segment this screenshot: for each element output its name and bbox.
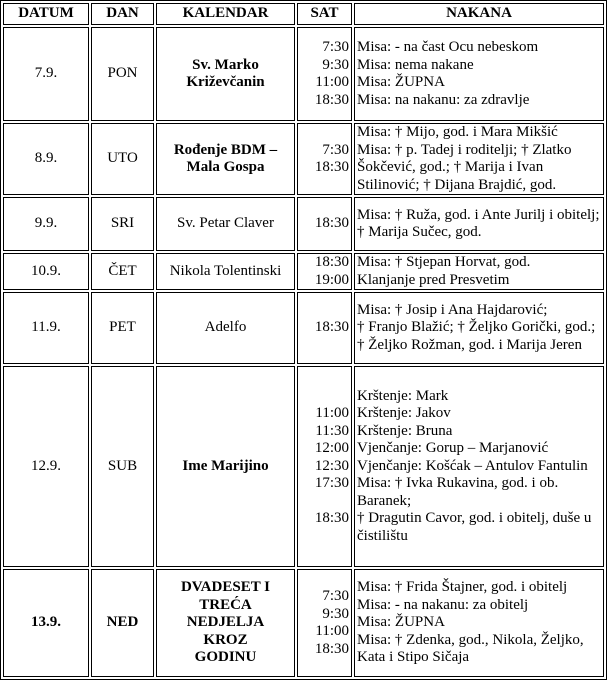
- time: 11:00: [315, 405, 349, 422]
- intention: Misa: ŽUPNA: [357, 74, 445, 90]
- intention-cell: [354, 123, 604, 195]
- intention: Krštenje: Bruna: [357, 422, 453, 439]
- time: 18:30: [314, 159, 349, 175]
- intention: Misa: † Zdenka, god., Nikola, Željko, Kata i Stipo Sičaja: [357, 631, 584, 666]
- header-sat: SAT: [297, 3, 352, 25]
- date-cell: 9.9.: [3, 197, 89, 251]
- time: 7:30: [322, 141, 349, 158]
- header-nakana: NAKANA: [354, 3, 604, 25]
- table-row: [3, 569, 604, 677]
- day-cell: UTO: [91, 123, 154, 195]
- intention: Misa: † Ivka Rukavina, god. i ob. Baranek;: [357, 475, 559, 509]
- intention: Krštenje: Jakov: [357, 405, 451, 422]
- table-row: [3, 197, 604, 251]
- intention: Krštenje: Mark: [357, 387, 449, 404]
- header-kalendar: KALENDAR: [156, 3, 295, 25]
- time-cell: [297, 292, 352, 364]
- table-row: [3, 27, 604, 121]
- intention-cell: [354, 292, 604, 364]
- intention: Misa: † p. Tadej i roditelji; † Zlatko Šokčević, god.; † Marija i Ivan Stilinović; † Dijana Brajdić, god.: [357, 141, 572, 193]
- time: 12:30: [314, 457, 349, 474]
- intention: Vjenčanje: Gorup – Marjanović: [357, 440, 549, 457]
- date-cell: 7.9.: [3, 27, 89, 121]
- date-cell: 10.9.: [3, 253, 89, 290]
- time-cell: [297, 366, 352, 567]
- intention-cell: [354, 27, 604, 121]
- intention: Misa: nema nakane: [357, 56, 474, 73]
- day-cell: PET: [91, 292, 154, 364]
- time: 17:30: [314, 475, 349, 492]
- calendar-cell: Adelfo: [156, 292, 295, 364]
- time: 9:30: [322, 605, 349, 622]
- header-dan: DAN: [91, 3, 154, 25]
- time: 12:00: [314, 440, 349, 457]
- day-cell: ČET: [91, 253, 154, 290]
- calendar-cell: Rođenje BDM – Mala Gospa: [156, 123, 295, 195]
- time-cell: [297, 197, 352, 251]
- table-row: [3, 253, 604, 290]
- intention: † Dragutin Cavor, god. i obitelj, duše u čistilištu: [357, 510, 592, 544]
- date-cell: 12.9.: [3, 366, 89, 567]
- intention: Misa: † Stjepan Horvat, god.: [357, 254, 531, 270]
- header-datum: DATUM: [3, 3, 89, 25]
- date-cell: 11.9.: [3, 292, 89, 364]
- intention-cell: [354, 197, 604, 251]
- intention: † Franjo Blažić; † Željko Gorički, god.; † Željko Rožman, god. i Marija Jeren: [357, 319, 596, 353]
- calendar-cell: Nikola Tolentinski: [156, 253, 295, 290]
- day-cell: NED: [91, 569, 154, 677]
- day-cell: SUB: [91, 366, 154, 567]
- table-row: [3, 366, 604, 567]
- time: 18:30: [314, 640, 349, 657]
- calendar-cell: Sv. Marko Križevčanin: [156, 27, 295, 121]
- table-row: [3, 123, 604, 195]
- intention: Klanjanje pred Presvetim: [357, 271, 510, 288]
- intention: Vjenčanje: Košćak – Antulov Fantulin: [357, 457, 588, 474]
- time: 18:30: [314, 254, 349, 270]
- time-cell: [297, 569, 352, 677]
- header-row: [3, 3, 604, 25]
- time: 7:30: [322, 588, 349, 604]
- time: 18:30: [314, 91, 349, 108]
- intention: Misa: † Ruža, god. i Ante Jurilj i obitelj;: [357, 206, 600, 223]
- calendar-cell: DVADESET I TREĆA NEDJELJA KROZ GODINU: [156, 569, 295, 677]
- date-cell: 8.9.: [3, 123, 89, 195]
- intention-cell: [354, 569, 604, 677]
- time: 11:00: [315, 74, 349, 90]
- date-cell: 13.9.: [3, 569, 89, 677]
- time: 11:30: [315, 422, 349, 439]
- calendar-cell: Sv. Petar Claver: [156, 197, 295, 251]
- day-cell: SRI: [91, 197, 154, 251]
- calendar-cell: Ime Marijino: [156, 366, 295, 567]
- intention: Misa: - na čast Ocu nebeskom: [357, 39, 539, 55]
- time: 18:30: [314, 319, 349, 336]
- time: 7:30: [322, 39, 349, 55]
- time-cell: [297, 253, 352, 290]
- intention-cell: [354, 253, 604, 290]
- time-cell: [297, 123, 352, 195]
- intention: Misa: ŽUPNA: [357, 614, 445, 631]
- intention: Misa: † Josip i Ana Hajdarović;: [357, 301, 548, 318]
- table-row: [3, 292, 604, 364]
- time-spacer: [300, 493, 349, 511]
- time-cell: [297, 27, 352, 121]
- time: 18:30: [314, 510, 349, 527]
- time: 9:30: [322, 56, 349, 73]
- intention: Misa: na nakanu: za zdravlje: [357, 91, 530, 108]
- time: 19:00: [314, 271, 349, 288]
- time: 18:30: [314, 215, 349, 232]
- intention: Misa: † Mijo, god. i Mara Mikšić: [357, 124, 558, 140]
- time: 11:00: [315, 623, 349, 639]
- intention: † Marija Sučec, god.: [357, 224, 482, 240]
- day-cell: PON: [91, 27, 154, 121]
- intention: Misa: † Frida Štajner, god. i obitelj: [357, 579, 568, 596]
- intention-cell: [354, 366, 604, 567]
- intention: Misa: - na nakanu: za obitelj: [357, 596, 529, 613]
